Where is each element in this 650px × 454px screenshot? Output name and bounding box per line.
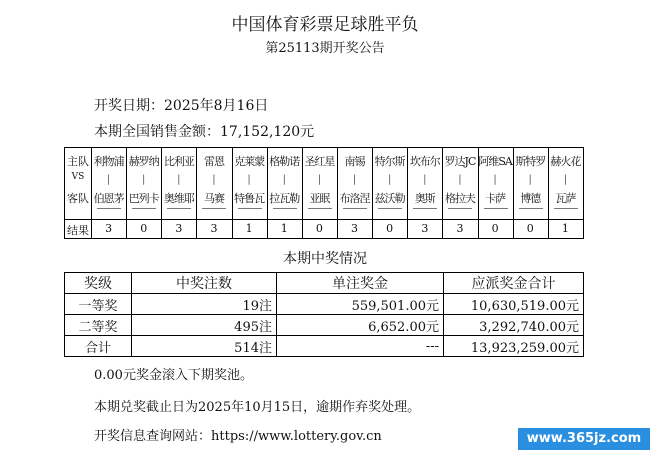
match-result: 1 [245, 222, 253, 235]
separator-line [308, 208, 332, 209]
away-team: 拉瓦勒 [269, 192, 300, 205]
level-cell: 合计 [65, 336, 132, 357]
away-team: 卡萨 [485, 192, 506, 205]
prize-section-title: 本期中奖情况 [283, 251, 367, 267]
separator-line [238, 208, 262, 209]
separator-line [413, 208, 437, 209]
away-team: 特鲁瓦 [234, 192, 265, 205]
home-team: 利物浦 [93, 155, 124, 168]
separator-line [273, 208, 297, 209]
header-unit-prize: 单注奖金 [277, 273, 444, 294]
level-cell: 一等奖 [65, 294, 132, 315]
match-column [442, 148, 478, 238]
match-result: 0 [491, 222, 499, 235]
away-team: 亚眠 [309, 192, 330, 205]
row-labels [65, 148, 92, 238]
match-result: 3 [456, 222, 464, 235]
total-prize-cell: 13,923,259.00元 [444, 336, 584, 357]
home-label: 主队 [67, 155, 89, 168]
match-column [478, 148, 514, 238]
separator-line [167, 208, 191, 209]
separator-line [202, 208, 226, 209]
vs-mark: | [106, 174, 111, 185]
prize-table [64, 272, 584, 357]
match-table [64, 147, 584, 239]
match-result: 0 [526, 222, 534, 235]
vs-mark: | [493, 174, 497, 185]
away-team: 博德 [520, 192, 541, 205]
separator-line [554, 208, 578, 209]
match-column [548, 148, 583, 238]
unit-prize-cell: --- [277, 336, 444, 357]
home-team: 斯特罗 [515, 155, 546, 168]
vs-mark: | [247, 174, 251, 185]
separator-line [484, 208, 508, 209]
match-column [372, 148, 408, 238]
vs-mark: | [423, 174, 427, 185]
home-team: 南锡 [344, 155, 365, 168]
match-column [513, 148, 549, 238]
vs-mark: | [177, 174, 181, 185]
prize-header-row [65, 273, 584, 294]
vs-mark: | [282, 174, 286, 185]
prize-row-first [65, 294, 584, 315]
away-team: 格拉夫 [444, 192, 475, 205]
header-total-prize: 应派奖金合计 [444, 273, 584, 294]
sales-amount: 本期全国销售金额：17,152,120元 [94, 124, 315, 140]
away-team: 伯恩茅 [93, 192, 124, 205]
match-column [196, 148, 232, 238]
home-team: 赫火花 [550, 155, 581, 168]
deadline-note: 本期兑奖截止日为2025年10月15日，逾期作弃奖处理。 [94, 400, 421, 415]
match-column [302, 148, 338, 238]
separator-line [378, 208, 402, 209]
match-result: 3 [421, 222, 429, 235]
rollover-note: 0.00元奖金滚入下期奖池。 [94, 368, 253, 383]
vs-mark: | [352, 174, 357, 185]
watermark: www.365jz.com [518, 428, 650, 450]
match-result: 3 [105, 222, 113, 235]
winners-cell: 514注 [132, 336, 277, 357]
header-winners: 中奖注数 [132, 273, 277, 294]
away-team: 瓦萨 [555, 192, 576, 205]
separator-line [343, 208, 367, 209]
home-team: 克莱蒙 [234, 155, 265, 168]
home-team: 坎布尔 [409, 155, 440, 168]
match-result: 3 [175, 222, 183, 235]
vs-mark: | [563, 174, 568, 185]
vs-mark: | [458, 174, 462, 185]
match-column [126, 148, 162, 238]
winners-cell: 19注 [132, 294, 277, 315]
match-result: 1 [561, 222, 569, 235]
away-label: 客队 [67, 192, 89, 205]
home-team: 雷恩 [203, 155, 224, 168]
total-prize-cell: 3,292,740.00元 [444, 315, 584, 336]
result-label: 结果 [67, 224, 89, 237]
match-result: 0 [140, 222, 148, 235]
away-team: 布洛涅 [339, 192, 370, 205]
separator-line [448, 208, 472, 209]
match-column [161, 148, 197, 238]
away-team: 马赛 [203, 192, 224, 205]
home-team: 圣红星 [304, 155, 335, 168]
vs-mark: | [528, 174, 532, 185]
match-column [91, 148, 127, 238]
separator-line [97, 208, 121, 209]
vs-mark: | [212, 174, 216, 185]
match-result: 0 [315, 222, 323, 235]
prize-row-total [65, 336, 584, 357]
match-result: 0 [386, 222, 394, 235]
winners-cell: 495注 [132, 315, 277, 336]
match-column [267, 148, 303, 238]
match-result: 3 [351, 222, 359, 235]
issue-subtitle: 第25113期开奖公告 [265, 41, 385, 56]
unit-prize-cell: 6,652.00元 [277, 315, 444, 336]
home-team: 格勒诺 [269, 155, 300, 168]
vs-mark: | [387, 174, 392, 185]
home-team: 特尔斯 [374, 155, 405, 168]
vs-label: VS [71, 172, 85, 182]
home-team: 罗达JC [444, 155, 476, 168]
home-team: 阿维SA [478, 155, 512, 168]
home-team: 比利亚 [163, 155, 194, 168]
draw-date: 开奖日期：2025年8月16日 [94, 98, 269, 114]
away-team: 奥斯 [414, 192, 435, 205]
header-level: 奖级 [65, 273, 132, 294]
home-team: 赫罗纳 [128, 155, 159, 168]
match-column [232, 148, 268, 238]
vs-mark: | [142, 174, 146, 185]
match-column [337, 148, 373, 238]
match-result: 1 [280, 222, 288, 235]
prize-row-second [65, 315, 584, 336]
match-column [407, 148, 443, 238]
away-team: 巴列卡 [128, 192, 159, 205]
vs-mark: | [317, 174, 322, 185]
away-team: 兹沃勒 [374, 192, 405, 205]
total-prize-cell: 10,630,519.00元 [444, 294, 584, 315]
away-team: 奥维耶 [163, 192, 194, 205]
separator-line [519, 208, 543, 209]
unit-prize-cell: 559,501.00元 [277, 294, 444, 315]
separator-line [132, 208, 156, 209]
match-result: 3 [210, 222, 218, 235]
announcement-title: 中国体育彩票足球胜平负 [231, 15, 419, 35]
level-cell: 二等奖 [65, 315, 132, 336]
website-note: 开奖信息查询网站：https://www.lottery.gov.cn [94, 429, 382, 444]
